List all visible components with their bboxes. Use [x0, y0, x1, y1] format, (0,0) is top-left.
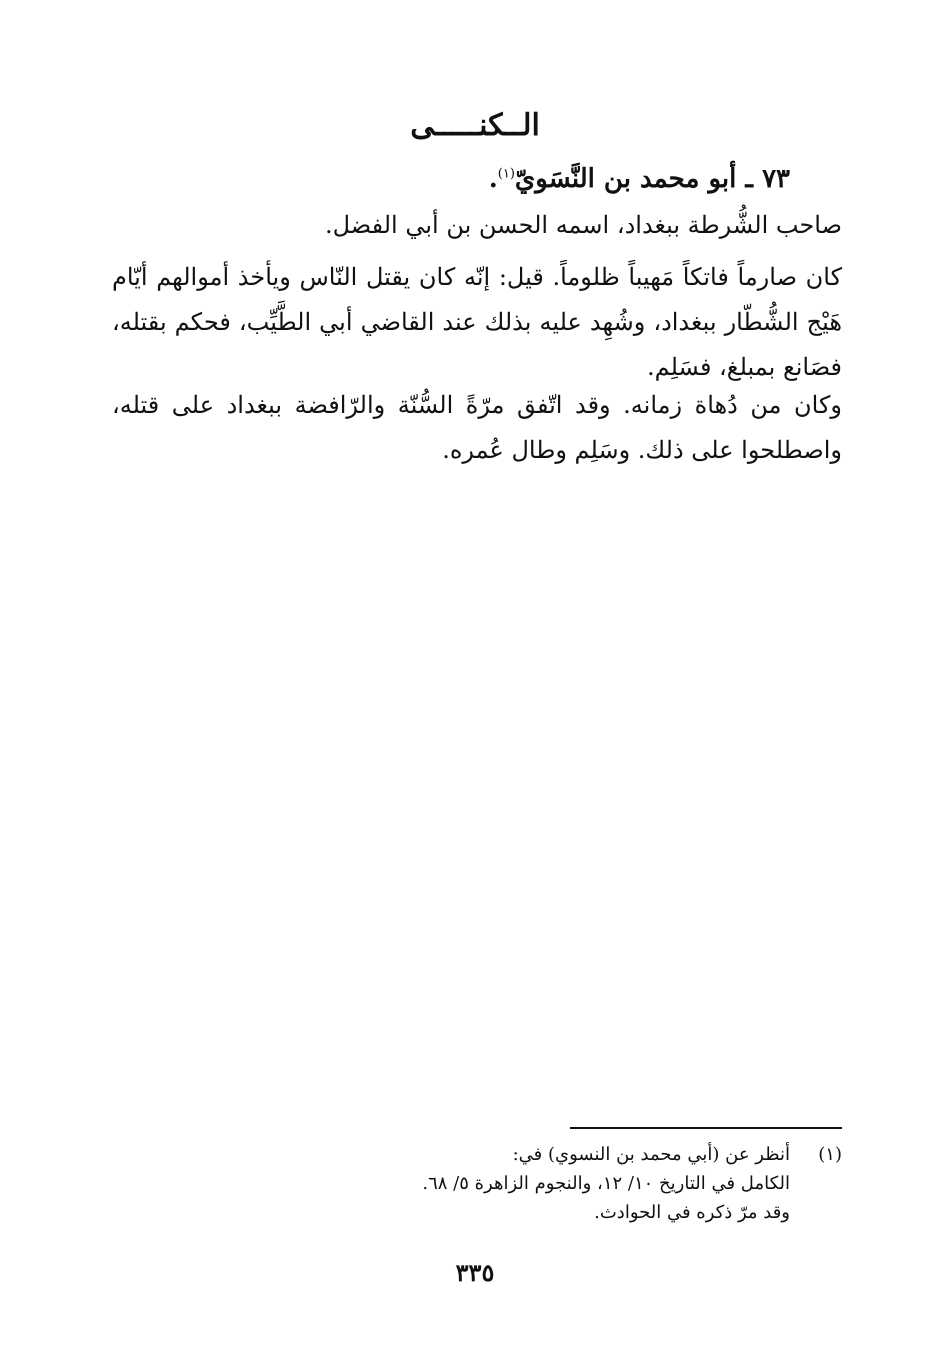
footnote-text [112, 1140, 790, 1227]
footnote-marker: (١) [497, 166, 515, 182]
entry-title-end: . [488, 164, 498, 194]
footnote-line: وقد مرّ ذكره في الحوادث. [594, 1202, 790, 1223]
paragraph-description: كان صارماً فاتكاً مَهيباً ظلوماً. قيل: إنّه كان يقتل النّاس ويأخذ أموالهم أيّام هَيْج الشُّطّار ببغداد، وشُهِد عليه بذلك عند القاضي أبي الطَّيِّب، فحكم بقتله، فصَانع بمبلغ، فسَلِم. [112, 263, 842, 381]
paragraph-later-life: وكان من دُهاة زمانه. وقد اتّفق مرّةً السُّنّة والرّافضة ببغداد على قتله، واصطلحوا على ذلك. وسَلِم وطال عُمره. [112, 391, 842, 464]
page-number: ٣٣٥ [455, 1258, 495, 1287]
footnote-divider [570, 1127, 842, 1129]
running-head: الــكنـــــى [410, 108, 540, 143]
footnote-number: (١) [818, 1144, 842, 1165]
footnote [112, 1140, 842, 1227]
entry-title [110, 164, 790, 194]
footnote-line: أنظر عن (أبي محمد بن النسوي) في: [512, 1144, 790, 1165]
entry-title-text: ٧٣ ـ أبو محمد بن النَّسَويّ [514, 164, 790, 194]
footnote-line: الكامل في التاريخ ١٠/ ١٢، والنجوم الزاهرة ٥/ ٦٨. [422, 1173, 790, 1194]
paragraph-identity: صاحب الشُّرطة ببغداد، اسمه الحسن بن أبي الفضل. [324, 211, 842, 239]
